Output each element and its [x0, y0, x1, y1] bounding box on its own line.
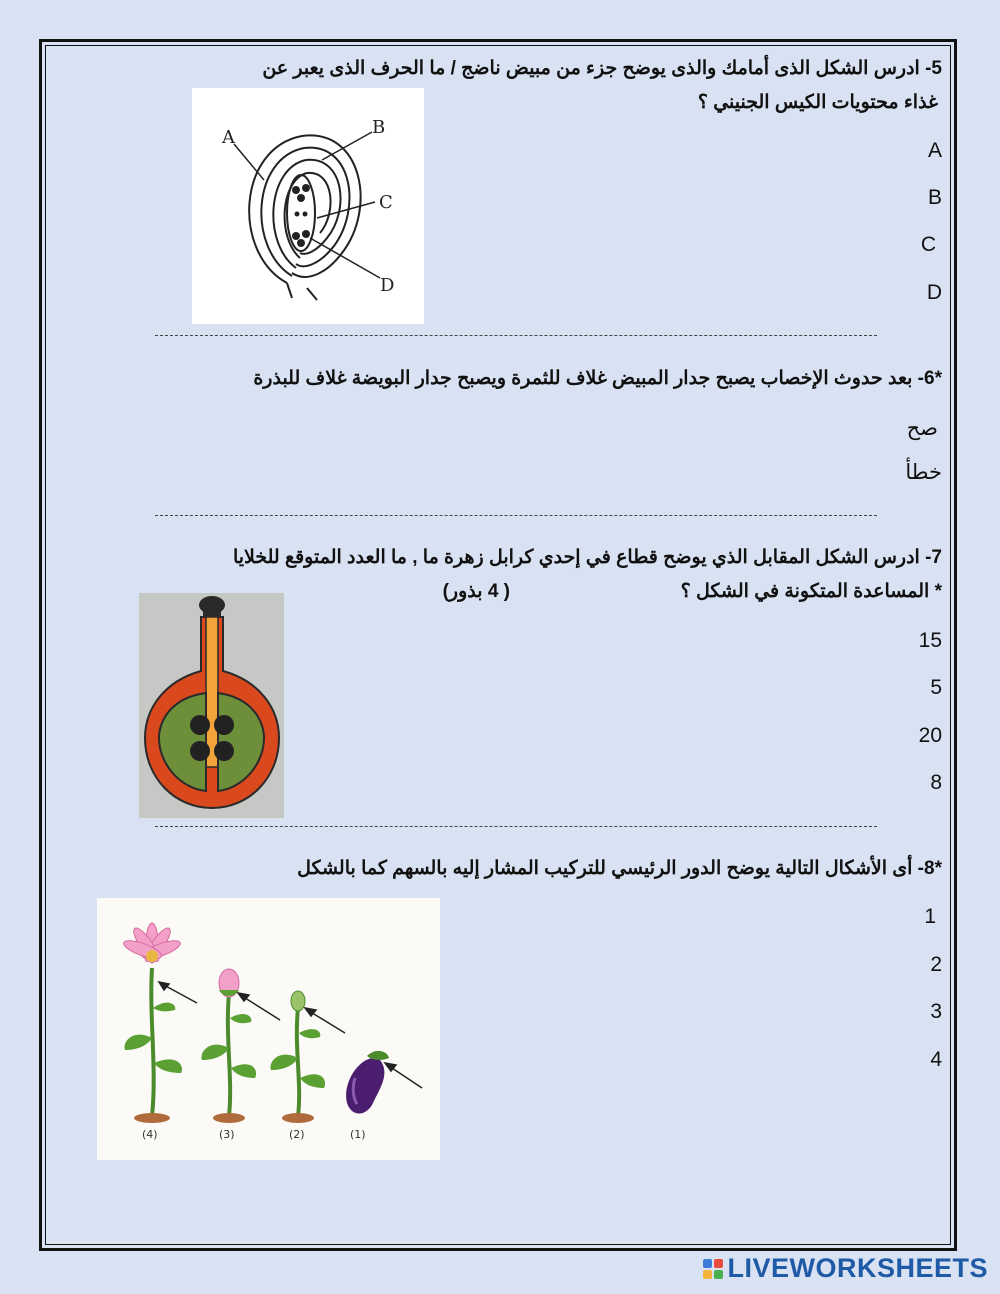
ovule-label-c: C [379, 192, 393, 213]
q7-note: ( 4 بذور) [442, 581, 510, 602]
q6-text: *6- بعد حدوث الإخصاب يصبح جدار المبيض غلاف للثمرة ويصبح جدار البويضة غلاف للبذرة [253, 368, 942, 389]
q5-option-2[interactable]: B [927, 186, 942, 209]
separator-2 [155, 515, 877, 516]
q6-option-true[interactable]: صح [906, 417, 938, 440]
ovule-label-b: B [372, 117, 386, 138]
q7-option-1[interactable]: 15 [918, 629, 942, 652]
plant-label-3: (3) [219, 1128, 235, 1141]
brand-name: LIVEWORKSHEETS [727, 1253, 988, 1283]
q5-line2: غذاء محتويات الكيس الجنيني ؟ [697, 92, 938, 113]
plant-label-1: (1) [350, 1128, 366, 1141]
q8-option-1[interactable]: 1 [924, 905, 936, 928]
q8-option-4[interactable]: 4 [930, 1048, 942, 1071]
q7-option-3[interactable]: 20 [918, 724, 942, 747]
separator-3 [155, 826, 877, 827]
q7-option-2[interactable]: 5 [930, 676, 942, 699]
ovule-figure [192, 88, 424, 324]
q8-option-2[interactable]: 2 [930, 953, 942, 976]
q8-option-3[interactable]: 3 [930, 1000, 942, 1023]
carpel-figure [139, 593, 284, 818]
q5-option-1[interactable]: A [927, 139, 942, 162]
q5-option-4[interactable]: D [926, 281, 942, 304]
plant-label-2: (2) [289, 1128, 305, 1141]
q7-line1: 7- ادرس الشكل المقابل الذي يوضح قطاع في إحدي كرابل زهرة ما , ما العدد المتوقع للخلايا [232, 547, 942, 568]
separator-1 [155, 335, 877, 336]
liveworksheets-logo [703, 1253, 988, 1284]
q7-line2: * المساعدة المتكونة في الشكل ؟ [680, 581, 942, 602]
q5-option-3[interactable]: C [920, 233, 936, 256]
q6-option-false[interactable]: خطأ [905, 461, 942, 484]
q8-text: *8- أى الأشكال التالية يوضح الدور الرئيسي للتركيب المشار إليه بالسهم كما بالشكل [297, 858, 942, 879]
liveworksheets-logo-icon [703, 1259, 723, 1279]
ovule-label-d: D [380, 275, 395, 296]
plant-label-4: (4) [142, 1128, 158, 1141]
ovule-label-a: A [222, 127, 235, 148]
q7-option-4[interactable]: 8 [930, 771, 942, 794]
q5-line1: 5- ادرس الشكل الذى أمامك والذى يوضح جزء من مبيض ناضج / ما الحرف الذى يعبر عن [262, 58, 942, 79]
plants-figure [97, 898, 440, 1160]
